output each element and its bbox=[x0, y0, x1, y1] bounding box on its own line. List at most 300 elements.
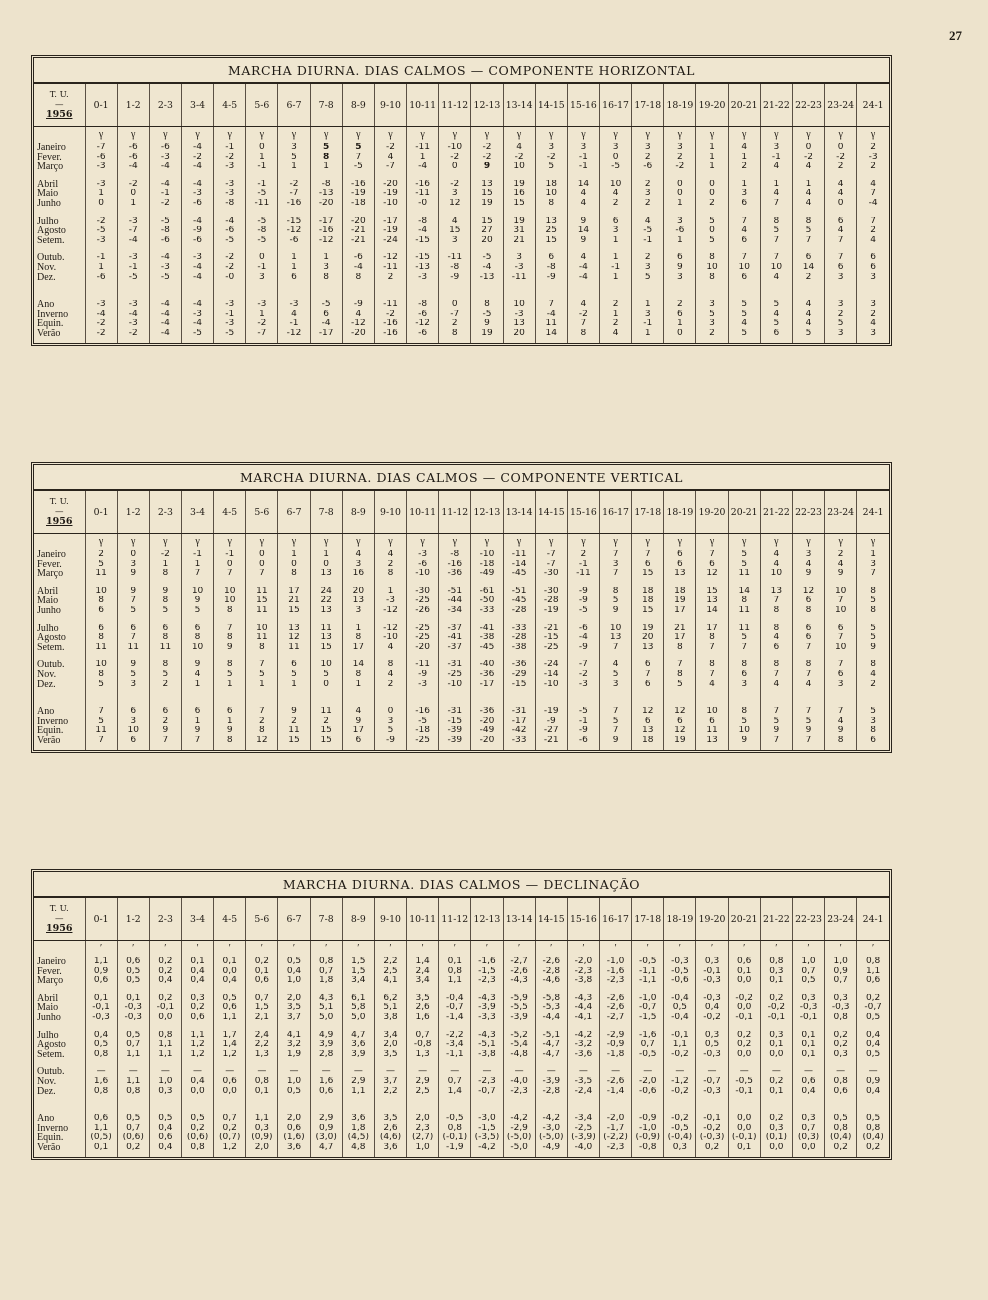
table-row bbox=[34, 596, 889, 606]
value-cell: 0 bbox=[439, 300, 471, 310]
value-cell: 0,3 bbox=[760, 1124, 792, 1134]
corner-header bbox=[34, 491, 85, 534]
value-cell: 14 bbox=[567, 226, 599, 236]
value-cell: 0,5 bbox=[214, 994, 246, 1004]
value-cell: -19 bbox=[535, 606, 567, 616]
hour-header: 0-1 bbox=[85, 898, 117, 941]
value-cell: 0,4 bbox=[149, 1124, 181, 1134]
hour-header: 1-2 bbox=[117, 491, 149, 534]
value-cell: 0,0 bbox=[760, 1050, 792, 1060]
value-cell: 8 bbox=[149, 660, 181, 670]
value-cell: 3,5 bbox=[374, 1050, 406, 1060]
value-cell: -3 bbox=[85, 162, 117, 172]
value-cell: -3 bbox=[246, 300, 278, 310]
value-cell: 3 bbox=[696, 300, 728, 310]
value-cell: 3 bbox=[632, 310, 664, 320]
value-cell: -0,7 bbox=[632, 1003, 664, 1013]
value-cell: -0 bbox=[407, 199, 439, 209]
value-cell: 1,8 bbox=[342, 1124, 374, 1134]
value-cell: 1,2 bbox=[214, 1050, 246, 1060]
value-cell: 5 bbox=[760, 319, 792, 329]
value-cell: -2,3 bbox=[471, 976, 503, 986]
row-label: Ano bbox=[37, 707, 55, 717]
value-cell: 4 bbox=[342, 707, 374, 717]
value-cell: -4 bbox=[117, 236, 149, 246]
value-cell: -49 bbox=[471, 569, 503, 579]
value-cell: 8 bbox=[664, 670, 696, 680]
value-cell: 11 bbox=[85, 569, 117, 579]
value-cell: -1 bbox=[278, 319, 310, 329]
value-cell: 0,7 bbox=[792, 967, 824, 977]
value-cell: 3,4 bbox=[342, 976, 374, 986]
value-cell: (0,1) bbox=[760, 1133, 792, 1143]
value-cell: -3,5 bbox=[567, 1077, 599, 1087]
unit-symbol: ′ bbox=[696, 941, 728, 958]
row-label: Ano bbox=[37, 1114, 55, 1124]
value-cell: -9 bbox=[567, 726, 599, 736]
value-cell: 1,1 bbox=[149, 1040, 181, 1050]
value-cell: 4 bbox=[760, 550, 792, 560]
table-row bbox=[34, 310, 889, 320]
value-cell: 1 bbox=[664, 319, 696, 329]
hour-header: 2-3 bbox=[149, 84, 181, 127]
value-cell: (0,6) bbox=[117, 1133, 149, 1143]
table-row bbox=[34, 253, 889, 263]
value-cell: -3,4 bbox=[439, 1040, 471, 1050]
value-cell: -4,3 bbox=[503, 976, 535, 986]
value-cell: 0,5 bbox=[85, 1040, 117, 1050]
value-cell: 3,7 bbox=[278, 1013, 310, 1023]
value-cell: 6 bbox=[85, 606, 117, 616]
value-cell: -4 bbox=[149, 329, 181, 343]
value-cell: -28 bbox=[535, 596, 567, 606]
value-cell: -21 bbox=[535, 736, 567, 750]
value-cell: -8 bbox=[310, 180, 342, 190]
value-cell: -12 bbox=[310, 236, 342, 246]
value-cell: -5,1 bbox=[535, 1031, 567, 1041]
value-cell: 11 bbox=[310, 624, 342, 634]
value-cell: 6 bbox=[857, 736, 889, 750]
unit-symbol: ′ bbox=[374, 941, 406, 958]
unit-symbol: γ bbox=[117, 534, 149, 551]
value-cell: 5 bbox=[696, 236, 728, 246]
value-cell: -13 bbox=[471, 273, 503, 283]
value-cell: — bbox=[471, 1067, 503, 1077]
value-cell: 1,3 bbox=[246, 1050, 278, 1060]
value-cell: -2,3 bbox=[600, 976, 632, 986]
value-cell: -0,4 bbox=[664, 1013, 696, 1023]
value-cell: -4,7 bbox=[535, 1050, 567, 1060]
value-cell: -9 bbox=[567, 596, 599, 606]
value-cell: 5 bbox=[792, 226, 824, 236]
table-row bbox=[34, 736, 889, 750]
value-cell: 13 bbox=[632, 726, 664, 736]
row-label: Nov. bbox=[37, 1076, 57, 1087]
unit-symbol: γ bbox=[857, 127, 889, 144]
value-cell: 4 bbox=[439, 217, 471, 227]
table-row bbox=[34, 1124, 889, 1134]
unit-symbol: γ bbox=[149, 534, 181, 551]
value-cell: 0,1 bbox=[728, 1143, 760, 1157]
value-cell: 1 bbox=[374, 587, 406, 597]
value-cell: -4 bbox=[117, 162, 149, 172]
value-cell: 6 bbox=[696, 560, 728, 570]
table-row bbox=[34, 300, 889, 310]
value-cell: -0,3 bbox=[696, 976, 728, 986]
value-cell: 9 bbox=[181, 726, 213, 736]
value-cell: 5 bbox=[85, 560, 117, 570]
value-cell: 6 bbox=[825, 624, 857, 634]
value-cell: — bbox=[857, 1067, 889, 1077]
value-cell: 2 bbox=[567, 550, 599, 560]
unit-spacer bbox=[34, 534, 85, 551]
value-cell: 8 bbox=[214, 736, 246, 750]
value-cell: 27 bbox=[471, 226, 503, 236]
value-cell: -2,6 bbox=[600, 994, 632, 1004]
value-cell: -1 bbox=[85, 253, 117, 263]
row-label: Janeiro bbox=[37, 143, 66, 153]
value-cell: 5 bbox=[342, 143, 374, 153]
value-cell: (-0,4) bbox=[664, 1133, 696, 1143]
value-cell: 15 bbox=[310, 726, 342, 736]
value-cell: 4 bbox=[760, 680, 792, 690]
row-label: Abril bbox=[37, 993, 59, 1004]
value-cell: 7 bbox=[760, 670, 792, 680]
value-cell: -2 bbox=[85, 329, 117, 343]
value-cell: 5 bbox=[117, 606, 149, 616]
value-cell: -11 bbox=[374, 300, 406, 310]
unit-symbol: ′ bbox=[503, 941, 535, 958]
value-cell: 8 bbox=[857, 606, 889, 616]
value-cell: -9 bbox=[567, 643, 599, 653]
value-cell: -5 bbox=[246, 189, 278, 199]
value-cell: 0,3 bbox=[696, 1031, 728, 1041]
row-label: Verão bbox=[37, 328, 61, 339]
value-cell: 1,1 bbox=[857, 967, 889, 977]
value-cell: -2,3 bbox=[503, 1087, 535, 1097]
value-cell: -14 bbox=[535, 670, 567, 680]
value-cell: 5 bbox=[857, 633, 889, 643]
value-cell: 4 bbox=[278, 310, 310, 320]
hour-header: 13-14 bbox=[503, 898, 535, 941]
unit-symbol: ′ bbox=[439, 941, 471, 958]
value-cell: -16 bbox=[407, 180, 439, 190]
value-cell: 7 bbox=[825, 236, 857, 246]
value-cell: -1,4 bbox=[439, 1013, 471, 1023]
value-cell: 7 bbox=[792, 707, 824, 717]
value-cell: -8 bbox=[439, 550, 471, 560]
value-cell: 8 bbox=[760, 606, 792, 616]
value-cell: 7 bbox=[181, 736, 213, 750]
value-cell: 10 bbox=[728, 726, 760, 736]
value-cell: 17 bbox=[278, 587, 310, 597]
value-cell: 4 bbox=[792, 319, 824, 329]
value-cell: -3 bbox=[117, 300, 149, 310]
value-cell: -8 bbox=[535, 263, 567, 273]
value-cell: 21 bbox=[664, 624, 696, 634]
value-cell: 7 bbox=[181, 569, 213, 579]
value-cell: -15 bbox=[535, 633, 567, 643]
value-cell: 10 bbox=[181, 587, 213, 597]
value-cell: 8 bbox=[600, 587, 632, 597]
value-cell: -2,5 bbox=[567, 1124, 599, 1134]
value-cell: -17 bbox=[374, 217, 406, 227]
value-cell: 1,8 bbox=[310, 976, 342, 986]
value-cell: 4 bbox=[825, 560, 857, 570]
hour-header: 23-24 bbox=[825, 491, 857, 534]
value-cell: 15 bbox=[696, 587, 728, 597]
value-cell: 0,2 bbox=[760, 1114, 792, 1124]
value-cell: 10 bbox=[85, 587, 117, 597]
value-cell: 8 bbox=[149, 569, 181, 579]
table-row bbox=[34, 153, 889, 163]
value-cell: 2,2 bbox=[246, 1040, 278, 1050]
value-cell: 13 bbox=[310, 606, 342, 616]
value-cell: 0,2 bbox=[857, 994, 889, 1004]
value-cell: -1 bbox=[632, 319, 664, 329]
value-cell: 6 bbox=[535, 253, 567, 263]
value-cell: -20 bbox=[342, 217, 374, 227]
value-cell: -6 bbox=[407, 329, 439, 343]
value-cell: 11 bbox=[696, 726, 728, 736]
value-cell: 15 bbox=[278, 606, 310, 616]
value-cell: 6 bbox=[664, 717, 696, 727]
value-cell: 8 bbox=[792, 217, 824, 227]
value-cell: 2,5 bbox=[407, 1087, 439, 1097]
unit-symbol: γ bbox=[149, 127, 181, 144]
unit-symbol: γ bbox=[600, 127, 632, 144]
value-cell: -11 bbox=[246, 199, 278, 209]
value-cell: 1 bbox=[857, 550, 889, 560]
unit-symbol: γ bbox=[728, 534, 760, 551]
value-cell: 0,4 bbox=[214, 976, 246, 986]
value-cell: -16 bbox=[342, 180, 374, 190]
value-cell: 2 bbox=[857, 143, 889, 153]
value-cell: 0,2 bbox=[149, 994, 181, 1004]
value-cell: 10 bbox=[825, 643, 857, 653]
value-cell: 4 bbox=[792, 199, 824, 209]
value-cell: 2,2 bbox=[374, 1087, 406, 1097]
value-cell: 12 bbox=[246, 736, 278, 750]
row-label: Setem. bbox=[37, 235, 65, 246]
value-cell: 1 bbox=[246, 153, 278, 163]
value-cell: 1,2 bbox=[181, 1050, 213, 1060]
value-cell: 5,0 bbox=[310, 1013, 342, 1023]
value-cell: -11 bbox=[407, 189, 439, 199]
value-cell: 1 bbox=[342, 680, 374, 690]
value-cell: 8 bbox=[857, 726, 889, 736]
value-cell: -20 bbox=[471, 736, 503, 750]
value-cell: 0 bbox=[310, 680, 342, 690]
table-row bbox=[34, 199, 889, 209]
value-cell: 10 bbox=[728, 263, 760, 273]
value-cell: 10 bbox=[246, 624, 278, 634]
value-cell: 1 bbox=[600, 310, 632, 320]
value-cell: -4,8 bbox=[503, 1050, 535, 1060]
value-cell: 3 bbox=[857, 273, 889, 283]
value-cell: -11 bbox=[374, 263, 406, 273]
value-cell: -31 bbox=[439, 660, 471, 670]
value-cell: 6 bbox=[792, 253, 824, 263]
table-horizontal-component bbox=[31, 55, 892, 346]
value-cell: -15 bbox=[439, 717, 471, 727]
value-cell: -3 bbox=[503, 263, 535, 273]
value-cell: 9 bbox=[471, 319, 503, 329]
value-cell: 8 bbox=[374, 569, 406, 579]
value-cell: 15 bbox=[439, 226, 471, 236]
value-cell: -1,0 bbox=[600, 957, 632, 967]
value-cell: -0,9 bbox=[600, 1040, 632, 1050]
value-cell: 4 bbox=[728, 226, 760, 236]
row-label: Dez. bbox=[37, 272, 56, 283]
row-label: Inverno bbox=[37, 309, 69, 320]
value-cell: 0,2 bbox=[149, 967, 181, 977]
hour-header: 19-20 bbox=[696, 491, 728, 534]
value-cell: 5 bbox=[728, 717, 760, 727]
unit-symbol: γ bbox=[181, 127, 213, 144]
value-cell: 0,4 bbox=[278, 967, 310, 977]
value-cell: 0,1 bbox=[117, 994, 149, 1004]
value-cell: 12 bbox=[632, 707, 664, 717]
value-cell: 0,2 bbox=[857, 1143, 889, 1157]
value-cell: 1 bbox=[214, 680, 246, 690]
value-cell: 12 bbox=[664, 726, 696, 736]
value-cell: -0,8 bbox=[632, 1143, 664, 1157]
row-label: Nov. bbox=[37, 669, 57, 680]
value-cell: 0,4 bbox=[149, 976, 181, 986]
hour-header: 20-21 bbox=[728, 84, 760, 127]
value-cell: 2 bbox=[149, 717, 181, 727]
value-cell: 11 bbox=[278, 726, 310, 736]
value-cell: 2 bbox=[664, 153, 696, 163]
value-cell: -4 bbox=[181, 319, 213, 329]
value-cell: 7 bbox=[567, 319, 599, 329]
unit-symbol: γ bbox=[278, 127, 310, 144]
value-cell: -2,6 bbox=[535, 957, 567, 967]
unit-symbol: ′ bbox=[760, 941, 792, 958]
value-cell: 11 bbox=[728, 624, 760, 634]
value-cell: 0,2 bbox=[149, 957, 181, 967]
value-cell: 2,4 bbox=[407, 967, 439, 977]
value-cell: 5 bbox=[374, 726, 406, 736]
value-cell: -5 bbox=[407, 717, 439, 727]
hour-header: 7-8 bbox=[310, 898, 342, 941]
unit-symbol: ′ bbox=[407, 941, 439, 958]
value-cell: -3 bbox=[503, 310, 535, 320]
value-cell: 7 bbox=[760, 236, 792, 246]
value-cell: — bbox=[181, 1067, 213, 1077]
value-cell: 8 bbox=[85, 633, 117, 643]
hour-header: 1-2 bbox=[117, 898, 149, 941]
value-cell: 3 bbox=[600, 226, 632, 236]
value-cell: 6 bbox=[825, 217, 857, 227]
unit-symbol: γ bbox=[535, 127, 567, 144]
value-cell: 4 bbox=[181, 670, 213, 680]
value-cell: -31 bbox=[439, 707, 471, 717]
value-cell: 6 bbox=[117, 624, 149, 634]
hour-header: 9-10 bbox=[374, 84, 406, 127]
value-cell: (-5,0) bbox=[503, 1133, 535, 1143]
value-cell: (0,4) bbox=[857, 1133, 889, 1143]
value-cell: 6 bbox=[664, 310, 696, 320]
value-cell: -0,9 bbox=[632, 1114, 664, 1124]
value-cell: -1,6 bbox=[600, 967, 632, 977]
value-cell: -40 bbox=[471, 660, 503, 670]
value-cell: -4,1 bbox=[567, 1013, 599, 1023]
value-cell: 18 bbox=[632, 736, 664, 750]
row-label: Verão bbox=[37, 1142, 61, 1153]
hour-header: 17-18 bbox=[632, 898, 664, 941]
hour-header: 6-7 bbox=[278, 491, 310, 534]
value-cell: 4,7 bbox=[310, 1143, 342, 1157]
value-cell: 1 bbox=[181, 680, 213, 690]
value-cell: -2,6 bbox=[503, 967, 535, 977]
value-cell: 15 bbox=[310, 643, 342, 653]
value-cell: -4 bbox=[567, 273, 599, 283]
value-cell: 2 bbox=[696, 329, 728, 343]
value-cell: -2,0 bbox=[600, 1114, 632, 1124]
value-cell: 0,6 bbox=[149, 1133, 181, 1143]
value-cell: -16 bbox=[439, 560, 471, 570]
value-cell: -1,1 bbox=[439, 1050, 471, 1060]
value-cell: 7 bbox=[149, 736, 181, 750]
value-cell: 0,8 bbox=[439, 967, 471, 977]
hour-header: 4-5 bbox=[214, 491, 246, 534]
value-cell: -44 bbox=[439, 596, 471, 606]
value-cell: — bbox=[342, 1067, 374, 1077]
value-cell: -3 bbox=[117, 319, 149, 329]
table-row bbox=[34, 957, 889, 967]
value-cell: -3,8 bbox=[567, 976, 599, 986]
value-cell: 6 bbox=[792, 596, 824, 606]
value-cell: -2,0 bbox=[632, 1077, 664, 1087]
value-cell: 0,3 bbox=[696, 957, 728, 967]
value-cell: 10 bbox=[310, 660, 342, 670]
value-cell: -6 bbox=[632, 162, 664, 172]
value-cell: -5 bbox=[600, 162, 632, 172]
value-cell: 21 bbox=[278, 596, 310, 606]
value-cell: 5,0 bbox=[342, 1013, 374, 1023]
value-cell: -2 bbox=[117, 329, 149, 343]
value-cell: -0,5 bbox=[664, 967, 696, 977]
value-cell: -4,4 bbox=[567, 1003, 599, 1013]
value-cell: -4 bbox=[342, 263, 374, 273]
value-cell: 3 bbox=[825, 329, 857, 343]
value-cell: -4 bbox=[535, 310, 567, 320]
value-cell: 8 bbox=[342, 273, 374, 283]
hour-header: 9-10 bbox=[374, 898, 406, 941]
value-cell: -3 bbox=[407, 680, 439, 690]
value-cell: 0 bbox=[664, 329, 696, 343]
hour-header: 13-14 bbox=[503, 84, 535, 127]
unit-symbol: γ bbox=[407, 534, 439, 551]
value-cell: -2,6 bbox=[600, 1003, 632, 1013]
corner-label: T. U. bbox=[49, 497, 69, 507]
value-cell: 2,1 bbox=[246, 1013, 278, 1023]
value-cell: -2,0 bbox=[567, 957, 599, 967]
value-cell: (0,6) bbox=[181, 1133, 213, 1143]
value-cell: 4 bbox=[374, 670, 406, 680]
value-cell: 5 bbox=[792, 329, 824, 343]
value-cell: -4,6 bbox=[535, 976, 567, 986]
value-cell: -10 bbox=[471, 550, 503, 560]
value-cell: 0,6 bbox=[214, 1077, 246, 1087]
value-cell: 14 bbox=[342, 660, 374, 670]
value-cell: 0,8 bbox=[149, 1031, 181, 1041]
value-cell: -3 bbox=[214, 189, 246, 199]
value-cell: -4,2 bbox=[535, 1114, 567, 1124]
value-cell: -7 bbox=[85, 143, 117, 153]
